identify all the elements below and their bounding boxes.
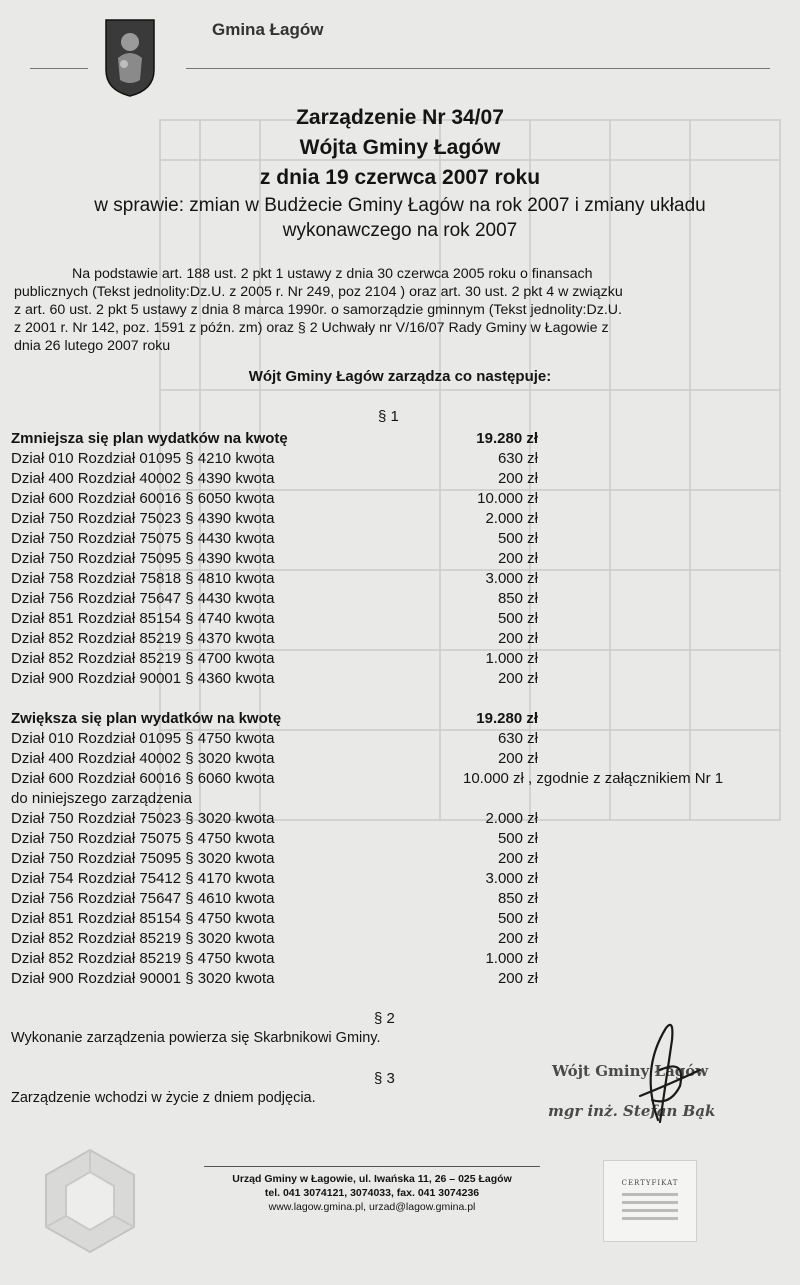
budget-row-label: Dział 852 Rozdział 85219 § 3020 kwota xyxy=(11,930,275,947)
section-3-text: Zarządzenie wchodzi w życie z dniem podjęcia. xyxy=(11,1090,316,1106)
hexagon-logo-icon xyxy=(40,1146,140,1256)
budget-row-label: Dział 756 Rozdział 75647 § 4610 kwota xyxy=(11,890,275,907)
legal-basis-line: z 2001 r. Nr 142, poz. 1591 z późn. zm) oraz § 2 Uchwały nr V/16/07 Rady Gminy w Łagowie z xyxy=(14,320,609,336)
header-rule-left xyxy=(30,68,88,69)
budget-row-amount: 500 zł xyxy=(497,910,538,927)
budget-row-label: Dział 852 Rozdział 85219 § 4370 kwota xyxy=(11,630,275,647)
budget-row-label: Dział 852 Rozdział 85219 § 4750 kwota xyxy=(11,950,275,967)
budget-row-label: Dział 750 Rozdział 75023 § 3020 kwota xyxy=(11,810,275,827)
budget-row-label: Dział 400 Rozdział 40002 § 4390 kwota xyxy=(11,470,275,487)
budget-row-amount: 200 zł xyxy=(497,970,538,987)
budget-row-amount: 200 zł xyxy=(497,630,538,647)
signatory-name: mgr inż. Stefan Bąk xyxy=(548,1102,716,1120)
handwritten-signature-icon xyxy=(600,1010,720,1130)
quality-certificate-badge xyxy=(603,1160,697,1242)
budget-row-amount: 500 zł xyxy=(497,830,538,847)
budget-row-amount: 3.000 zł xyxy=(485,870,538,887)
budget-row-amount: 1.000 zł xyxy=(485,950,538,967)
decree-intro: Wójt Gminy Łagów zarządza co następuje: xyxy=(248,368,552,385)
budget-row-amount: 2.000 zł xyxy=(485,810,538,827)
budget-row-amount: 1.000 zł xyxy=(485,650,538,667)
budget-row-label: Dział 900 Rozdział 90001 § 3020 kwota xyxy=(11,970,275,987)
budget-row-label: Dział 600 Rozdział 60016 § 6060 kwota xyxy=(11,770,275,787)
budget-row-label: Dział 756 Rozdział 75647 § 4430 kwota xyxy=(11,590,275,607)
budget-row-label: Dział 750 Rozdział 75095 § 3020 kwota xyxy=(11,850,275,867)
budget-row-amount: 850 zł xyxy=(497,590,538,607)
budget-row-amount: 500 zł xyxy=(497,530,538,547)
certificate-title: CERTYFIKAT xyxy=(621,1179,679,1187)
legal-basis-line: z art. 60 ust. 2 pkt 5 ustawy z dnia 8 marca 1990r. o samorządzie gminnym (Tekst jednolity:Dz.U. xyxy=(14,302,622,318)
signatory-title: Wójt Gminy Łagów xyxy=(552,1062,709,1080)
budget-row-amount: 200 zł xyxy=(497,930,538,947)
budget-row-label: Dział 400 Rozdział 40002 § 3020 kwota xyxy=(11,750,275,767)
coat-of-arms-icon xyxy=(104,18,156,98)
increase-total: 19.280 zł xyxy=(476,710,538,727)
budget-row-label: Dział 754 Rozdział 75412 § 4170 kwota xyxy=(11,870,275,887)
legal-basis-paragraph xyxy=(14,265,772,355)
budget-row-label: Dział 851 Rozdział 85154 § 4740 kwota xyxy=(11,610,275,627)
budget-row-label: Dział 900 Rozdział 90001 § 4360 kwota xyxy=(11,670,275,687)
budget-row-label: Dział 750 Rozdział 75075 § 4430 kwota xyxy=(11,530,275,547)
document-subject-line2: wykonawczego na rok 2007 xyxy=(282,220,518,241)
budget-row-label: Dział 010 Rozdział 01095 § 4750 kwota xyxy=(11,730,275,747)
budget-row-label: Dział 852 Rozdział 85219 § 4700 kwota xyxy=(11,650,275,667)
footer-address: Urząd Gminy w Łagowie, ul. Iwańska 11, 26 – 025 Łagów xyxy=(232,1173,512,1185)
budget-row-amount: 200 zł xyxy=(497,550,538,567)
budget-row-continuation: do niniejszego zarządzenia xyxy=(11,790,192,807)
budget-row-amount: 200 zł xyxy=(497,470,538,487)
section-2-text: Wykonanie zarządzenia powierza się Skarbnikowi Gminy. xyxy=(11,1030,381,1046)
budget-row-amount: 10.000 zł , zgodnie z załącznikiem Nr 1 xyxy=(463,770,724,787)
budget-row-amount: 630 zł xyxy=(497,450,538,467)
decrease-heading: Zmniejsza się plan wydatków na kwotę xyxy=(11,430,288,447)
legal-basis-line: dnia 26 lutego 2007 roku xyxy=(14,338,171,354)
budget-row-label: Dział 750 Rozdział 75023 § 4390 kwota xyxy=(11,510,275,527)
budget-row-amount: 630 zł xyxy=(497,730,538,747)
municipality-name: Gmina Łagów xyxy=(212,20,324,39)
footer-rule xyxy=(204,1166,540,1167)
budget-row-amount: 500 zł xyxy=(497,610,538,627)
document-title: Zarządzenie Nr 34/07 xyxy=(296,106,504,129)
budget-row-amount: 850 zł xyxy=(497,890,538,907)
legal-basis-line: publicznych (Tekst jednolity:Dz.U. z 2005 r. Nr 249, poz 2104 ) oraz art. 30 ust. 2 pkt 4 w związku xyxy=(14,284,623,300)
certificate-text-lines xyxy=(622,1193,678,1225)
document-date: z dnia 19 czerwca 2007 roku xyxy=(259,166,541,189)
budget-row-label: Dział 750 Rozdział 75075 § 4750 kwota xyxy=(11,830,275,847)
section-2-sign: § 2 xyxy=(374,1010,395,1027)
budget-row-label: Dział 010 Rozdział 01095 § 4210 kwota xyxy=(11,450,275,467)
footer-web-email: www.lagow.gmina.pl, urzad@lagow.gmina.pl xyxy=(268,1201,476,1213)
budget-row-label: Dział 750 Rozdział 75095 § 4390 kwota xyxy=(11,550,275,567)
document-subject-line1: w sprawie: zmian w Budżecie Gminy Łagów na rok 2007 i zmiany układu xyxy=(94,195,706,216)
budget-row-label: Dział 851 Rozdział 85154 § 4750 kwota xyxy=(11,910,275,927)
budget-row-amount: 200 zł xyxy=(497,670,538,687)
budget-row-label: Dział 758 Rozdział 75818 § 4810 kwota xyxy=(11,570,275,587)
increase-heading: Zwiększa się plan wydatków na kwotę xyxy=(11,710,282,727)
budget-row-amount: 2.000 zł xyxy=(485,510,538,527)
legal-basis-line: Na podstawie art. 188 ust. 2 pkt 1 ustawy z dnia 30 czerwca 2005 roku o finansach xyxy=(72,266,593,282)
footer-phone: tel. 041 3074121, 3074033, fax. 041 3074236 xyxy=(264,1187,480,1199)
document-issuer: Wójta Gminy Łagów xyxy=(299,136,501,159)
header-rule-right xyxy=(186,68,770,69)
budget-row-label: Dział 600 Rozdział 60016 § 6050 kwota xyxy=(11,490,275,507)
decrease-total: 19.280 zł xyxy=(476,430,538,447)
budget-row-amount: 200 zł xyxy=(497,850,538,867)
budget-row-amount: 200 zł xyxy=(497,750,538,767)
budget-row-amount: 10.000 zł xyxy=(477,490,538,507)
section-1-sign: § 1 xyxy=(378,408,399,425)
section-3-sign: § 3 xyxy=(374,1070,395,1087)
budget-row-amount: 3.000 zł xyxy=(485,570,538,587)
